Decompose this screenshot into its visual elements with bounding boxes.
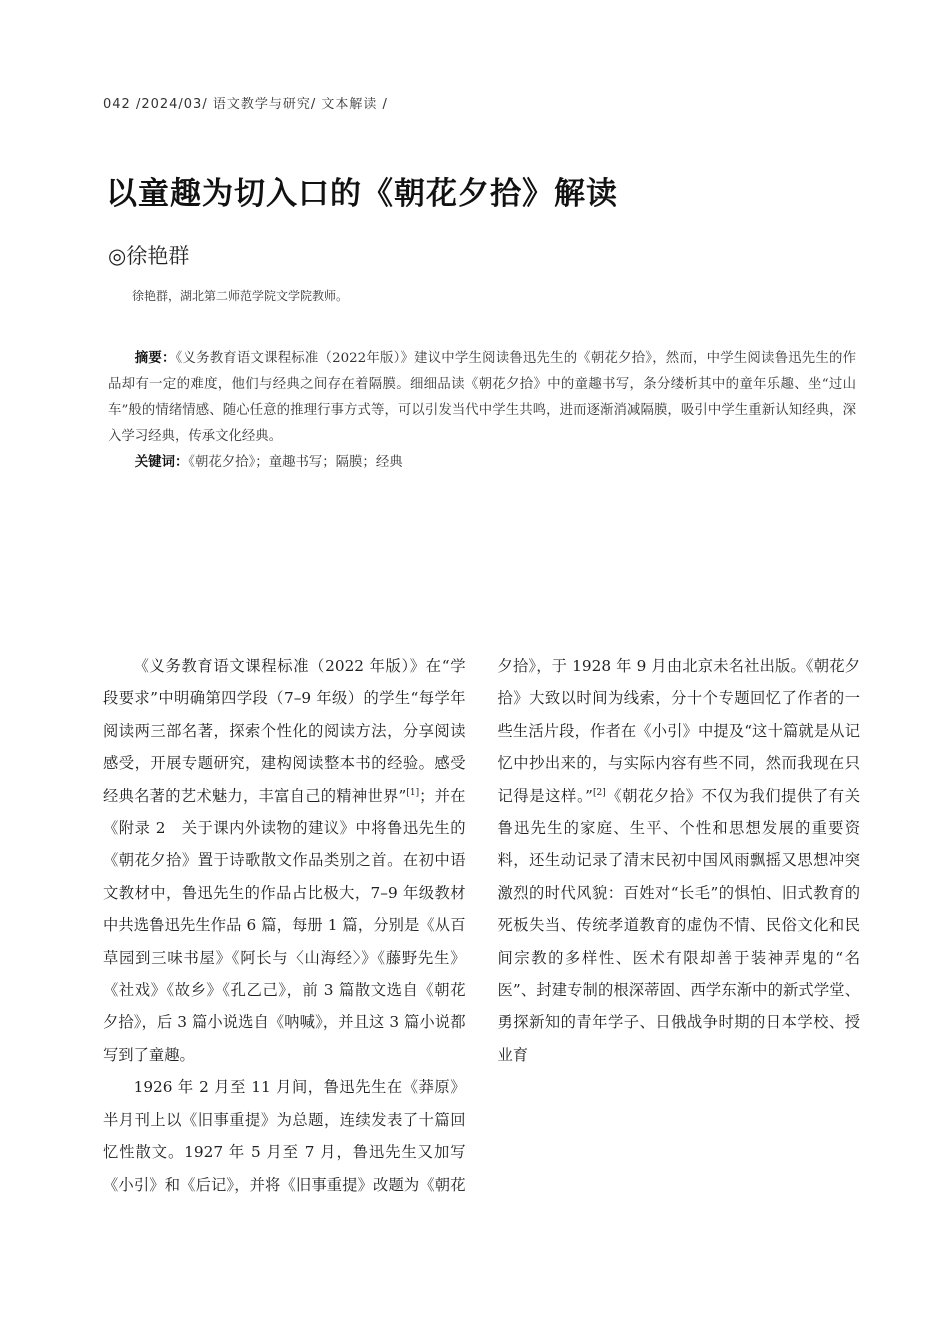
body-paragraph-1-text-a: 《义务教育语文课程标准（2022 年版）》在“学段要求”中明确第四学段（7–9 年级）的学生“每学年阅读两三部名著，探索个性化的阅读方法，分享阅读感受，开展专题研究，建构阅读整本书的经验。感受经典名著的艺术魅力，丰富自己的精神世界” — [103, 657, 466, 805]
author-name: ◎徐艳群 — [108, 244, 190, 268]
running-header: 042 /2024/03/ 语文教学与研究/ 文本解读 / — [103, 97, 388, 112]
citation-1: [1] — [406, 787, 420, 798]
author-note: 徐艳群，湖北第二师范学院文学院教师。 — [132, 289, 349, 303]
keywords-text: 《朝花夕拾》；童趣书写；隔膜；经典 — [188, 455, 403, 470]
abstract-paragraph — [108, 346, 856, 450]
body-paragraph-1 — [103, 650, 466, 1071]
body-paragraph-1-text-b: ；并在《附录 2 关于课内外读物的建议》中将鲁迅先生的《朝花夕拾》置于诗歌散文作品类别之首。在初中语文教材中，鲁迅先生的作品占比极大，7–9 年级教材中共选鲁迅先生作品 6 篇，每册 1 篇，分别是《从百草园到三味书屋》《阿长与〈山海经〉》《藤野先生》《社戏》《故乡》《孔乙己》，前 3 篇散文选自《朝花夕拾》，后 3 篇小说选自《呐喊》，并且这 3 篇小说都写到了童趣。 — [103, 786, 466, 1064]
body-paragraph-2-text-b: 《朝花夕拾》不仅为我们提供了有关鲁迅先生的家庭、生平、个性和思想发展的重要资料，还生动记录了清末民初中国风雨飘摇又思想冲突激烈的时代风貌：百姓对“长毛”的惧怕、旧式教育的死板失当、传统孝道教育的虚伪不情、民俗文化和民间宗教的多样性、医术有限却善于装神弄鬼的“名医”、封建专制的根深蒂固、西学东渐中的新式学堂、勇探新知的青年学子、日俄战争时期的日本学校、授业育 — [497, 786, 860, 1064]
abstract-block — [108, 346, 856, 476]
article-body — [103, 650, 860, 1220]
keywords-label: 关键词： — [134, 455, 189, 470]
abstract-text: 《义务教育语文课程标准（2022年版）》建议中学生阅读鲁迅先生的《朝花夕拾》，然而，中学生阅读鲁迅先生的作品却有一定的难度，他们与经典之间存在着隔膜。细细品读《朝花夕拾》中的童趣书写，条分缕析其中的童年乐趣、坐“过山车”般的情绪情感、随心任意的推理行事方式等，可以引发当代中学生共鸣，进而逐渐消减隔膜，吸引中学生重新认知经典，深入学习经典，传承文化经典。 — [108, 351, 857, 444]
citation-2: [2] — [593, 787, 606, 798]
keywords-paragraph — [108, 450, 856, 476]
body-paragraph-2-text-a: 1926 年 2 月至 11 月间，鲁迅先生在《莽原》半月刊上以《旧事重提》为总题，连续发表了十篇回忆性散文。1927 年 5 月至 7 月，鲁迅先生又加写《小引》和《后记》，并将《旧事重提》改题为《朝花夕拾》，于 1928 年 9 月由北京未名社出版。《朝花夕拾》大致以时间为线索，分十个专题回忆了作者的一些生活片段，作者在《小引》中提及“这十篇就是从记忆中抄出来的，与实际内容有些不同，然而我现在只记得是这样。” — [103, 657, 860, 1194]
abstract-label: 摘要： — [134, 351, 176, 366]
article-title: 以童趣为切入口的《朝花夕拾》解读 — [106, 176, 618, 212]
